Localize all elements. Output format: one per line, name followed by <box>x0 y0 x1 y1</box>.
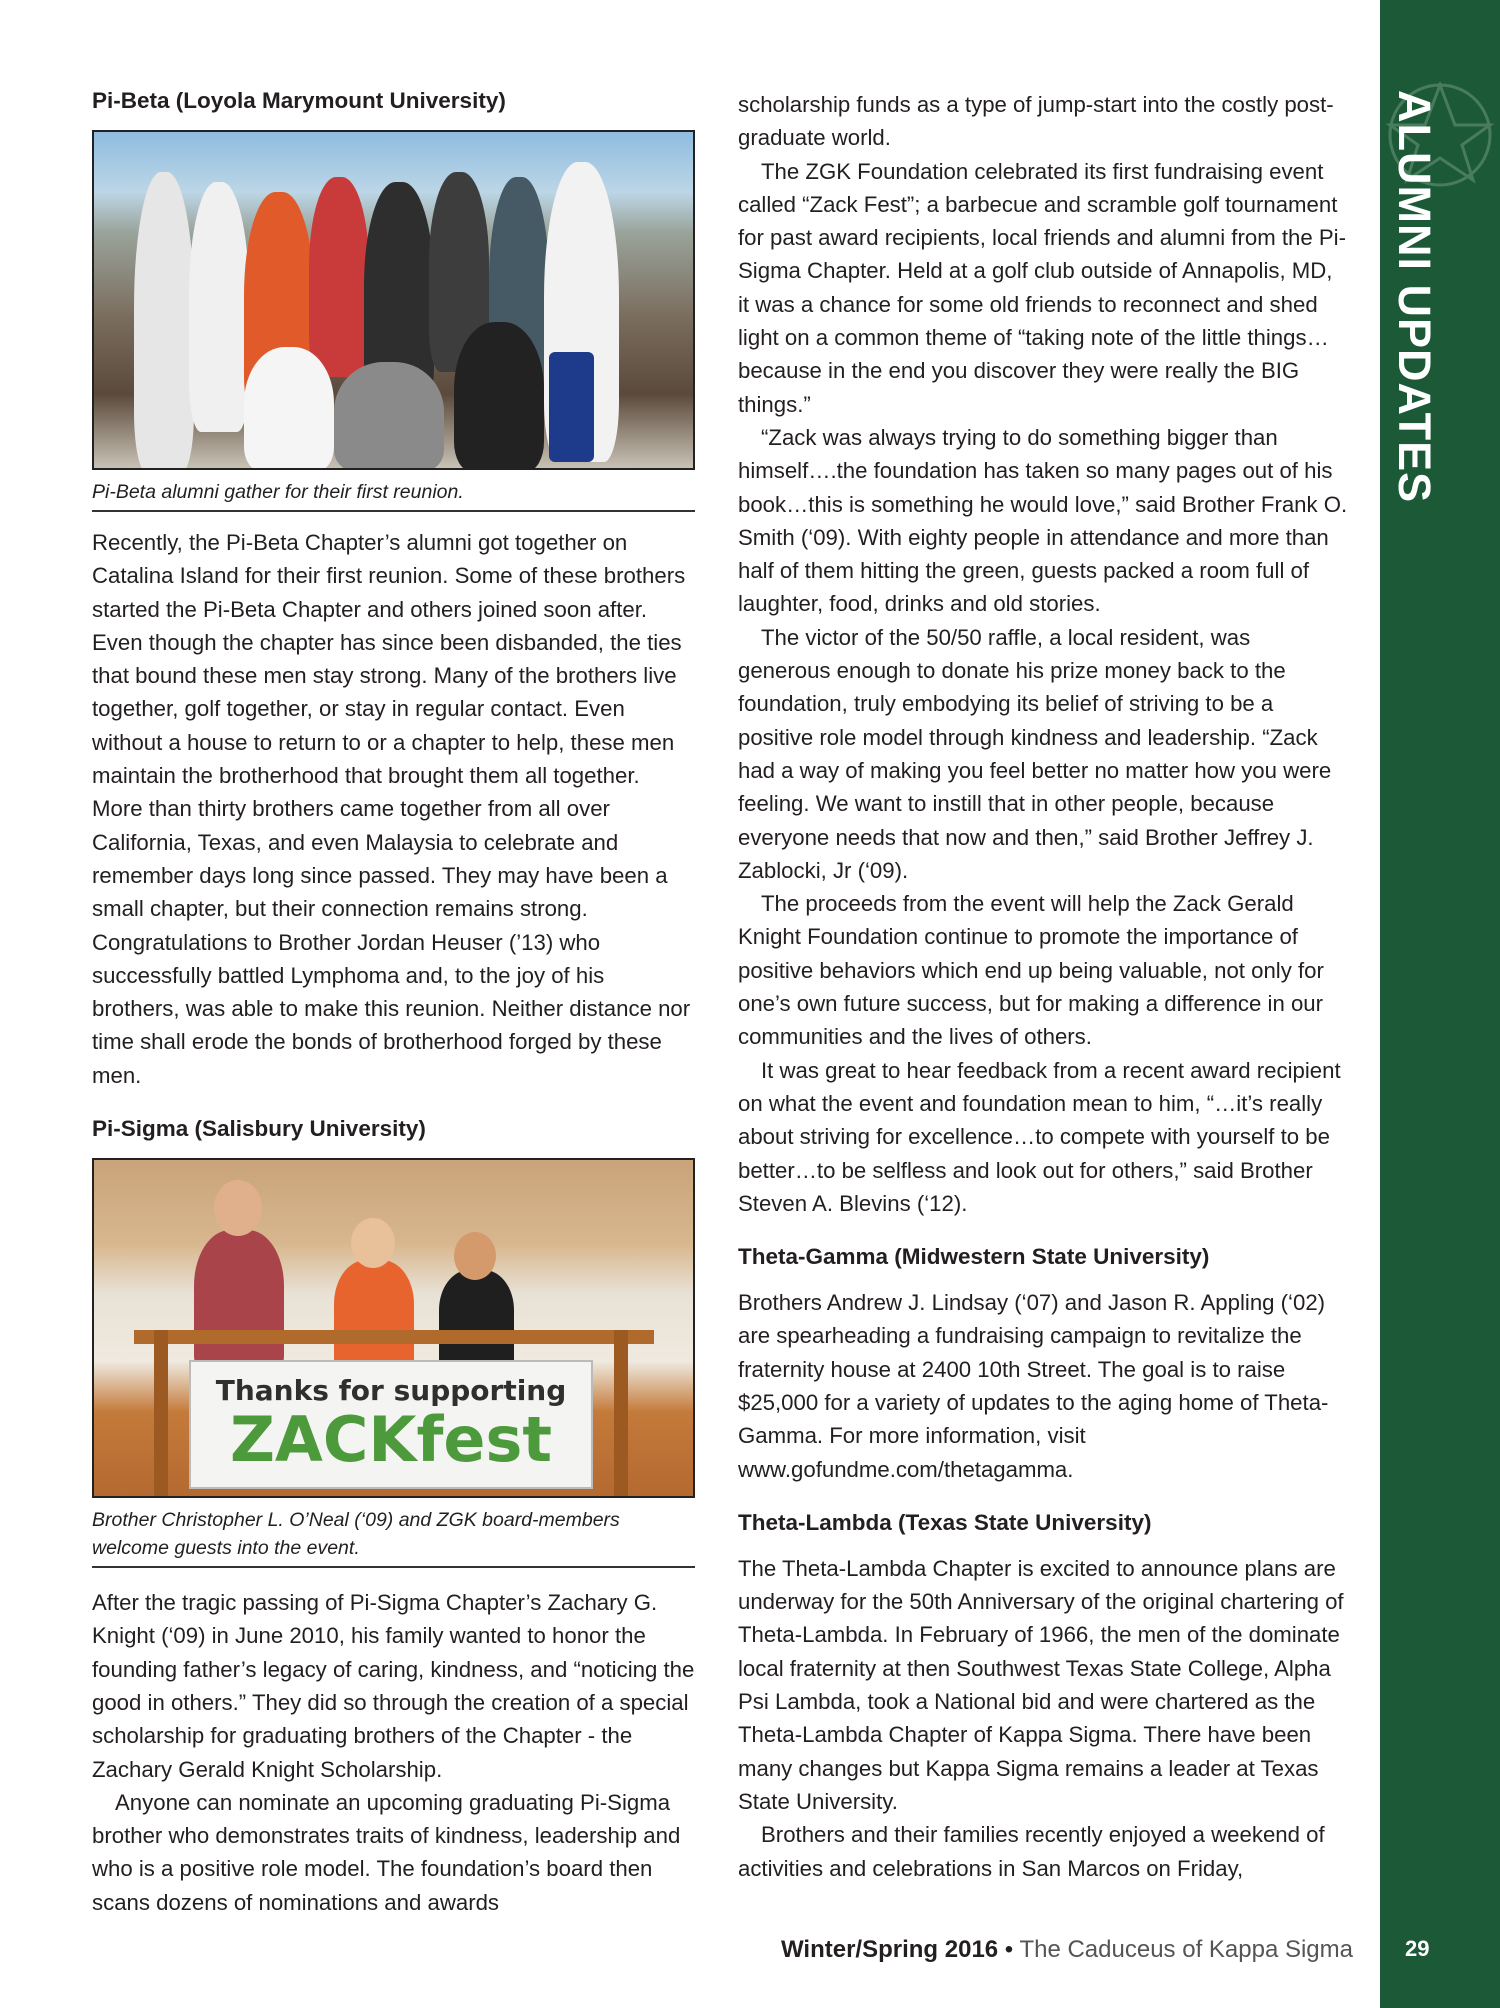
zackfest-banner <box>189 1360 593 1489</box>
continued-paragraph-2: The ZGK Foundation celebrated its first fundraising event called “Zack Fest”; a barbecue and scramble golf tournament for past award recipients, local friends and alumni from the Pi-Sigma Chapter. Held at a golf club outside of Annapolis, MD, it was a chance for some old friends to reconnect and shed light on a common theme of “taking note of the little things…because in the end you discover they were really the BIG things.” <box>738 158 1346 417</box>
page-footer <box>781 1936 1353 1964</box>
left-column <box>92 86 695 1919</box>
banner-line-1: Thanks for supporting <box>215 1374 567 1408</box>
banner-line-2: ZACKfest <box>229 1403 553 1477</box>
wooden-rail <box>134 1330 654 1344</box>
pi-sigma-body-2: Anyone can nominate an upcoming graduating Pi-Sigma brother who demonstrates traits of kindness, leadership and who is a positive role model. The foundation’s board then scans dozens of nominations and awards <box>92 1789 681 1915</box>
pi-beta-heading: Pi-Beta (Loyola Marymount University) <box>92 88 506 113</box>
pi-sigma-heading: Pi-Sigma (Salisbury University) <box>92 1116 426 1142</box>
continued-paragraph-5: The proceeds from the event will help the Zack Gerald Knight Foundation continue to promote the importance of positive behaviors which end up being valuable, not only for one’s own future success, but for making a difference in our communities and the lives of others. <box>738 891 1324 1050</box>
continued-paragraph-1: scholarship funds as a type of jump-start into the costly post-graduate world. <box>738 92 1334 151</box>
footer-separator: • <box>998 1936 1020 1963</box>
zackfest-photo <box>92 1158 695 1498</box>
continued-paragraph-3: “Zack was always trying to do something bigger than himself….the foundation has taken so many pages out of his book…this is something he would love,” said Brother Frank O. Smith (‘09). With eighty people in attendance and more than half of them hitting the green, guests packed a room full of laughter, food, drinks and old stories. <box>738 424 1348 617</box>
pi-beta-body: Recently, the Pi-Beta Chapter’s alumni got together on Catalina Island for their first reunion. Some of these brothers started the Pi-Beta Chapter and others joined soon after. Even though the chapter has since been disbanded, the ties that bound these men stay strong. Many of the brothers live together, golf together, or stay in regular contact. Even without a house to return to or a chapter to help, these men maintain the brotherhood that brought them all together. More than thirty brothers came together from all over California, Texas, and even Malaysia to celebrate and remember days long since passed. They may have been a small chapter, but their connection remains strong. Congratulations to Brother Jordan Heuser (’13) who successfully battled Lymphoma and, to the joy of his brothers, was able to make this reunion. Neither distance nor time shall erode the bonds of brotherhood forged by these men. <box>92 530 691 1088</box>
theta-gamma-body: Brothers Andrew J. Lindsay (‘07) and Jason R. Appling (‘02) are spearheading a fundraising campaign to revitalize the fraternity house at 2400 10th Street. The goal is to raise $25,000 for a variety of updates to the aging home of Theta-Gamma. For more information, visit www.gofundme.com/thetagamma. <box>738 1290 1329 1482</box>
theta-gamma-heading: Theta-Gamma (Midwestern State University) <box>738 1244 1210 1270</box>
theta-lambda-body-2: Brothers and their families recently enjoyed a weekend of activities and celebrations in San Marcos on Friday, <box>738 1822 1325 1881</box>
pi-beta-photo-caption: Pi-Beta alumni gather for their first reunion. <box>92 478 695 512</box>
pi-sigma-photo-caption: Brother Christopher L. O’Neal (‘09) and ZGK board-members welcome guests into the event. <box>92 1506 695 1568</box>
footer-magazine: The Caduceus of Kappa Sigma <box>1019 1936 1353 1963</box>
right-column <box>738 88 1348 1885</box>
theta-lambda-heading: Theta-Lambda (Texas State University) <box>738 1509 1152 1535</box>
sidebar-section-title: ALUMNI UPDATES <box>1389 90 1440 504</box>
continued-paragraph-6: It was great to hear feedback from a recent award recipient on what the event and foundation mean to him, “…it’s really about striving for excellence…to compete with yourself to be better…to be selfless and look out for others,” said Brother Steven A. Blevins (‘12). <box>738 1057 1341 1216</box>
pi-sigma-body-1: After the tragic passing of Pi-Sigma Chapter’s Zachary G. Knight (‘09) in June 2010, his family wanted to honor the founding father’s legacy of caring, kindness, and “noticing the good in others.” They did so through the creation of a special scholarship for graduating brothers of the Chapter - the Zachary Gerald Knight Scholarship. <box>92 1590 695 1782</box>
reunion-group-photo <box>92 130 695 470</box>
continued-paragraph-4: The victor of the 50/50 raffle, a local resident, was generous enough to donate his prize money back to the foundation, truly embodying its belief of striving to be a positive role model through kindness and leadership. “Zack had a way of making you feel better no matter how you were feeling. We want to instill that in other people, because everyone needs that now and then,” said Brother Jeffrey J. Zablocki, Jr (‘09). <box>738 624 1332 883</box>
page-number: 29 <box>1405 1936 1430 1961</box>
theta-lambda-body-1: The Theta-Lambda Chapter is excited to announce plans are underway for the 50th Anniversary of the original chartering of Theta-Lambda. In February of 1966, the men of the dominate local fraternity at then Southwest Texas State College, Alpha Psi Lambda, took a National bid and were chartered as the Theta-Lambda Chapter of Kappa Sigma. There have been many changes but Kappa Sigma remains a leader at Texas State University. <box>738 1555 1344 1814</box>
footer-issue: Winter/Spring 2016 <box>780 1936 999 1963</box>
